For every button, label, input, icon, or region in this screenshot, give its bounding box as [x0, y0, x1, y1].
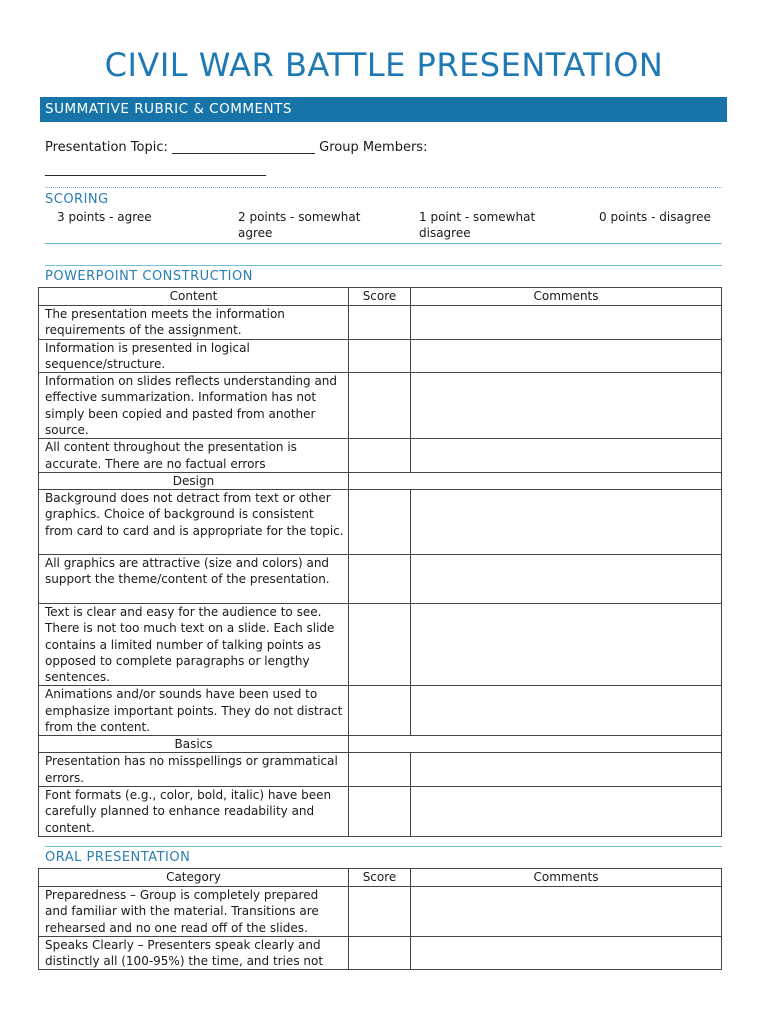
- column-header-score: Score: [349, 869, 411, 887]
- score-cell[interactable]: [349, 373, 411, 439]
- score-cell[interactable]: [349, 339, 411, 373]
- criterion-text: Speaks Clearly – Presenters speak clearly and distinctly all (100-95%) the time, and tries not: [39, 936, 349, 970]
- score-cell[interactable]: [349, 306, 411, 340]
- column-header-category: Category: [39, 869, 349, 887]
- criterion-text: Presentation has no misspellings or grammatical errors.: [39, 753, 349, 787]
- design-subheading: Design: [39, 472, 349, 489]
- score-cell[interactable]: [349, 887, 411, 937]
- comments-cell[interactable]: [411, 439, 722, 473]
- score-cell[interactable]: [349, 686, 411, 736]
- criterion-text: All content throughout the presentation is accurate. There are no factual errors: [39, 439, 349, 473]
- column-header-score: Score: [349, 288, 411, 306]
- criterion-text: The presentation meets the information requirements of the assignment.: [39, 306, 349, 340]
- basics-subheading: Basics: [39, 736, 349, 753]
- scoring-heading: SCORING: [45, 192, 109, 207]
- column-header-comments: Comments: [411, 869, 722, 887]
- column-header-content: Content: [39, 288, 349, 306]
- comments-cell[interactable]: [411, 603, 722, 685]
- presentation-topic-line: Presentation Topic: ______________________ Group Members:: [45, 140, 428, 155]
- comments-cell[interactable]: [411, 936, 722, 970]
- criterion-text: Background does not detract from text or other graphics. Choice of background is consistent from card to card and is appropriate for the topic.: [39, 489, 349, 554]
- section-banner: SUMMATIVE RUBRIC & COMMENTS: [40, 97, 727, 122]
- section-rule: [45, 243, 722, 244]
- table-row: [39, 306, 722, 340]
- table-row: [39, 936, 722, 970]
- column-header-comments: Comments: [411, 288, 722, 306]
- table-row: [39, 339, 722, 373]
- comments-cell[interactable]: [411, 686, 722, 736]
- subsection-row: [39, 736, 722, 753]
- oral-heading: ORAL PRESENTATION: [45, 850, 191, 865]
- score-cell[interactable]: [349, 603, 411, 685]
- criterion-text: Information is presented in logical sequence/structure.: [39, 339, 349, 373]
- section-rule: [45, 265, 722, 266]
- powerpoint-rubric-table: [38, 287, 722, 837]
- comments-cell[interactable]: [411, 339, 722, 373]
- table-row: [39, 489, 722, 554]
- subsection-row: [39, 472, 722, 489]
- score-cell[interactable]: [349, 786, 411, 836]
- scoring-item: 1 point - somewhat disagree: [419, 210, 536, 240]
- scoring-item: 2 points - somewhat agree: [238, 210, 361, 240]
- table-header-row: [39, 869, 722, 887]
- page-title: CIVIL WAR BATTLE PRESENTATION: [104, 46, 664, 84]
- table-row: [39, 887, 722, 937]
- table-row: [39, 753, 722, 787]
- table-row: [39, 686, 722, 736]
- dotted-divider: [45, 187, 722, 188]
- subsection-blank: [349, 736, 722, 753]
- comments-cell[interactable]: [411, 554, 722, 603]
- subsection-blank: [349, 472, 722, 489]
- table-row: [39, 786, 722, 836]
- table-row: [39, 439, 722, 473]
- oral-rubric-table: [38, 868, 722, 970]
- table-row: [39, 554, 722, 603]
- criterion-text: Animations and/or sounds have been used to emphasize important points. They do not distract from the content.: [39, 686, 349, 736]
- score-cell[interactable]: [349, 753, 411, 787]
- score-cell[interactable]: [349, 489, 411, 554]
- criterion-text: Preparedness – Group is completely prepared and familiar with the material. Transitions are rehearsed and no one read off of the slides.: [39, 887, 349, 937]
- scoring-item: 0 points - disagree: [599, 210, 711, 224]
- score-cell[interactable]: [349, 554, 411, 603]
- criterion-text: Font formats (e.g., color, bold, italic) have been carefully planned to enhance readability and content.: [39, 786, 349, 836]
- comments-cell[interactable]: [411, 489, 722, 554]
- comments-cell[interactable]: [411, 887, 722, 937]
- comments-cell[interactable]: [411, 306, 722, 340]
- comments-cell[interactable]: [411, 373, 722, 439]
- comments-cell[interactable]: [411, 753, 722, 787]
- powerpoint-heading: POWERPOINT CONSTRUCTION: [45, 269, 253, 284]
- table-row: [39, 373, 722, 439]
- table-row: [39, 603, 722, 685]
- criterion-text: Information on slides reflects understanding and effective summarization. Information has not simply been copied and pasted from another source.: [39, 373, 349, 439]
- score-cell[interactable]: [349, 439, 411, 473]
- criterion-text: Text is clear and easy for the audience to see. There is not too much text on a slide. Each slide contains a limited number of talking points as opposed to complete paragraphs or lengthy sentences.: [39, 603, 349, 685]
- table-header-row: [39, 288, 722, 306]
- group-members-line: __________________________________: [45, 162, 266, 177]
- scoring-item: 3 points - agree: [57, 210, 152, 224]
- comments-cell[interactable]: [411, 786, 722, 836]
- criterion-text: All graphics are attractive (size and colors) and support the theme/content of the presentation.: [39, 554, 349, 603]
- section-rule: [45, 846, 722, 847]
- score-cell[interactable]: [349, 936, 411, 970]
